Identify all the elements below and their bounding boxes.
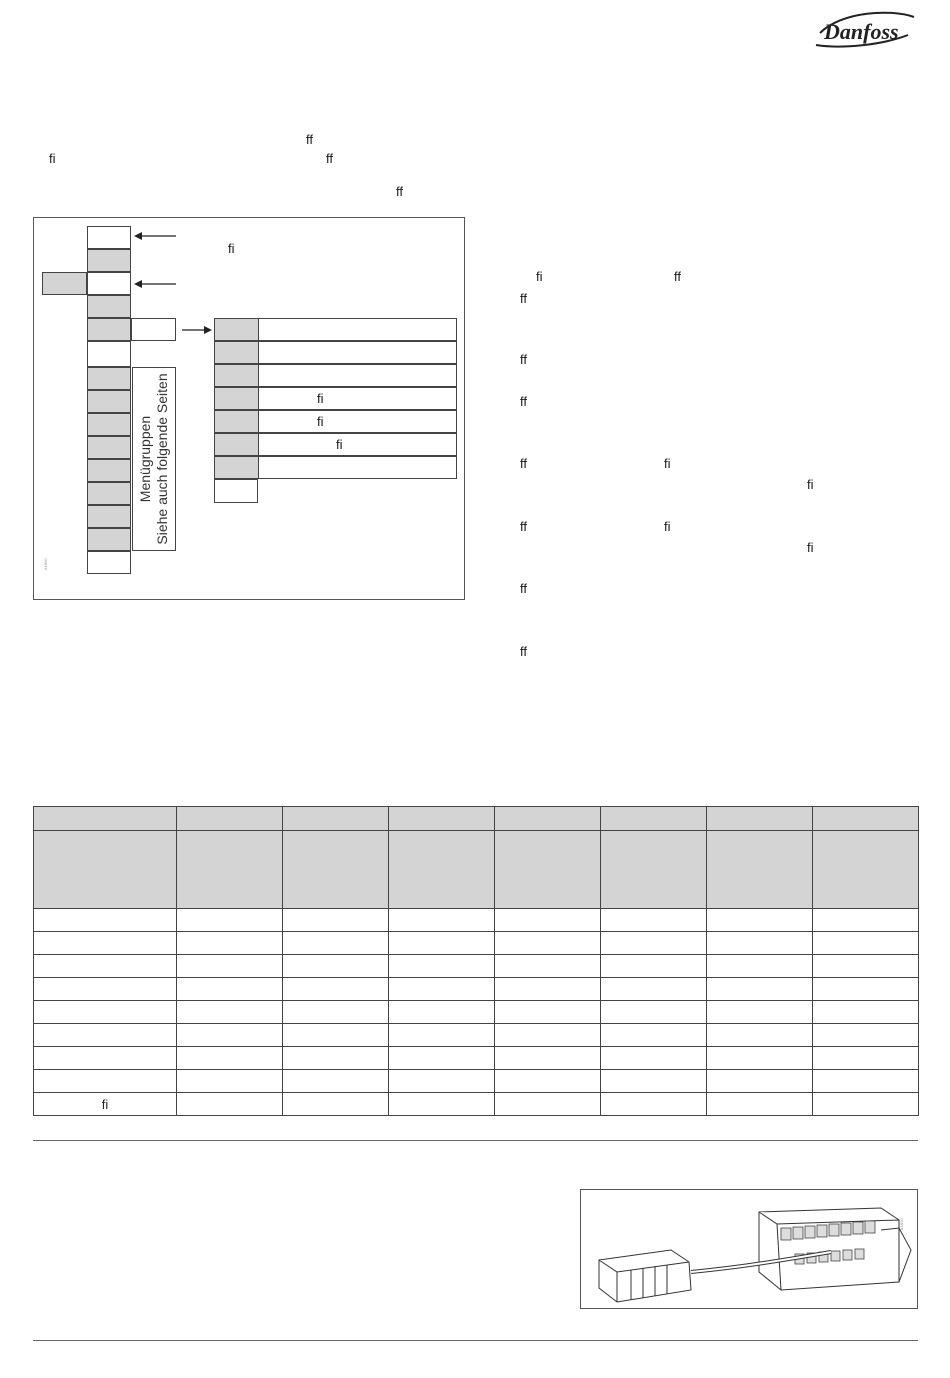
table-row xyxy=(34,1024,919,1047)
menu-cell xyxy=(87,436,131,459)
menu-cell xyxy=(87,505,131,528)
menu-cell xyxy=(87,249,131,272)
table-row xyxy=(34,978,919,1001)
menu-cell xyxy=(87,390,131,413)
ligature-text: fi xyxy=(101,1096,109,1112)
ligature-text: fi xyxy=(317,391,324,406)
submenu-row xyxy=(214,318,457,341)
menu-cell xyxy=(87,341,131,367)
ligature-text: fi xyxy=(228,241,235,256)
ligature-text: fi xyxy=(317,414,324,429)
ligature-text: ff xyxy=(396,184,403,199)
svg-text:Danfoss: Danfoss xyxy=(824,19,899,44)
ligature-text: ff xyxy=(520,581,527,596)
submenu-cell xyxy=(214,479,258,503)
menu-groups-title: Menügruppen xyxy=(137,415,153,503)
table-row xyxy=(34,1070,919,1093)
menu-cell xyxy=(87,226,131,249)
submenu-row xyxy=(214,364,457,387)
connector-illustration xyxy=(580,1189,918,1309)
ligature-text: fi xyxy=(807,477,814,492)
see-following-pages: Siehe auch folgende Seiten xyxy=(154,373,170,545)
data-table xyxy=(33,806,919,1116)
menu-cell xyxy=(87,482,131,505)
arrow-right-icon xyxy=(182,324,212,336)
photo-code: 84B00 xyxy=(899,1218,904,1230)
danfoss-logo xyxy=(812,5,922,50)
table-row xyxy=(34,955,919,978)
ligature-text: ff xyxy=(306,132,313,147)
figure-code: 84B00 xyxy=(43,558,48,570)
menu-cell-side xyxy=(42,272,87,295)
menu-cell xyxy=(87,459,131,482)
menu-groups-label xyxy=(132,367,176,551)
ligature-text: ff xyxy=(520,456,527,471)
table-row xyxy=(34,932,919,955)
menu-cell xyxy=(87,367,131,390)
ligature-text: fi xyxy=(664,519,671,534)
table-header-row xyxy=(34,831,919,909)
menu-cell xyxy=(87,295,131,318)
ligature-text: fi xyxy=(336,437,343,452)
cable-connector-image xyxy=(581,1190,917,1308)
table-header-row xyxy=(34,807,919,831)
ligature-text: ff xyxy=(520,519,527,534)
menu-cell xyxy=(87,318,131,341)
table-row xyxy=(34,1001,919,1024)
ligature-text: fi xyxy=(536,269,543,284)
ligature-text: ff xyxy=(326,151,333,166)
arrow-left-icon xyxy=(134,278,184,290)
ligature-text: ff xyxy=(674,269,681,284)
arrow-left-icon xyxy=(134,230,184,242)
table-row xyxy=(34,1093,919,1116)
ligature-text: fi xyxy=(49,151,56,166)
menu-cell xyxy=(87,272,131,295)
submenu-row xyxy=(214,341,457,364)
menu-cell xyxy=(87,413,131,436)
submenu-row xyxy=(214,433,457,456)
menu-cell xyxy=(87,551,131,574)
menu-cell-extension xyxy=(131,318,176,341)
table-row xyxy=(34,1047,919,1070)
ligature-text: ff xyxy=(520,394,527,409)
section-divider xyxy=(33,1140,918,1141)
table-row xyxy=(34,909,919,932)
ligature-text: fi xyxy=(664,456,671,471)
submenu-row xyxy=(214,456,457,479)
ligature-text: fi xyxy=(807,540,814,555)
section-divider xyxy=(33,1340,918,1341)
ligature-text: ff xyxy=(520,291,527,306)
submenu-row xyxy=(214,387,457,410)
submenu-row xyxy=(214,410,457,433)
menu-structure-diagram xyxy=(33,217,465,600)
ligature-text: ff xyxy=(520,352,527,367)
menu-cell xyxy=(87,528,131,551)
ligature-text: ff xyxy=(520,644,527,659)
